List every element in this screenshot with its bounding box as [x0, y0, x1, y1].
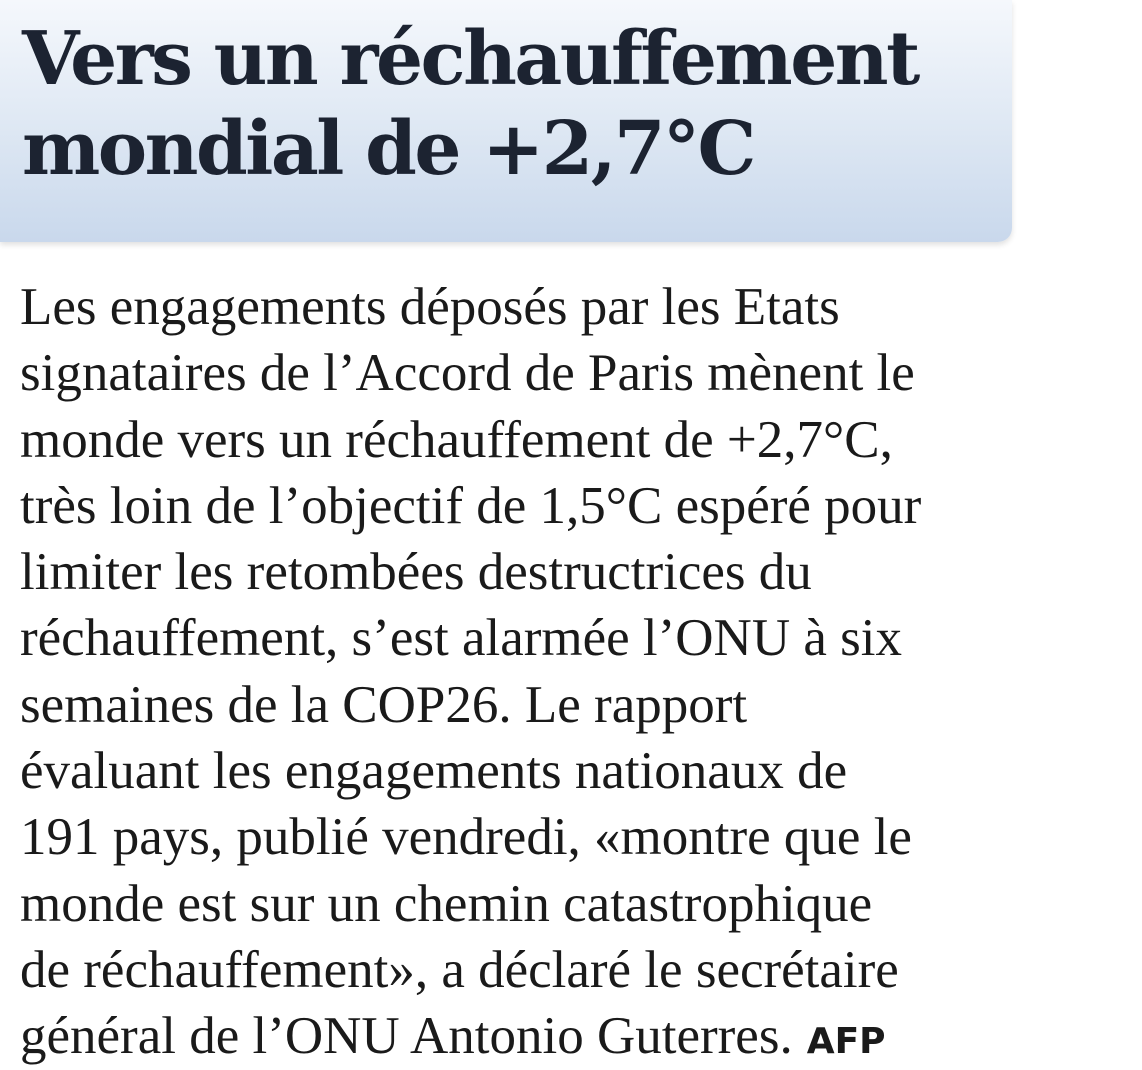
body-line-4: très loin de l’objectif de 1,5°C espéré pour: [20, 476, 922, 535]
body-line-8: évaluant les engagements nationaux de: [20, 742, 848, 801]
body-line-12-text: général de l’ONU Antonio Guterres.: [20, 1007, 793, 1066]
article-body: [20, 274, 1135, 1070]
body-line-2: signataires de l’Accord de Paris mènent le: [20, 344, 915, 403]
body-line-1: Les engagements déposés par les Etats: [20, 278, 840, 336]
headline: [22, 14, 1002, 194]
body-line-3: monde vers un réchauffement de +2,7°C,: [20, 410, 893, 469]
body-line-6: réchauffement, s’est alarmée l’ONU à six: [20, 609, 902, 668]
source-credit: AFP: [806, 1021, 886, 1063]
headline-banner: [0, 0, 1012, 242]
body-line-12: [20, 1003, 1135, 1070]
headline-line-2: mondial de +2,7°C: [22, 106, 754, 192]
body-line-7: semaines de la COP26. Le rapport: [20, 675, 748, 734]
body-line-10: monde est sur un chemin catastrophique: [20, 874, 873, 933]
body-line-11: de réchauffement», a déclaré le secrétaire: [20, 940, 899, 999]
body-line-5: limiter les retombées destructrices du: [20, 543, 812, 602]
body-line-9: 191 pays, publié vendredi, «montre que le: [20, 808, 912, 867]
headline-line-1: Vers un réchauffement: [22, 16, 918, 102]
